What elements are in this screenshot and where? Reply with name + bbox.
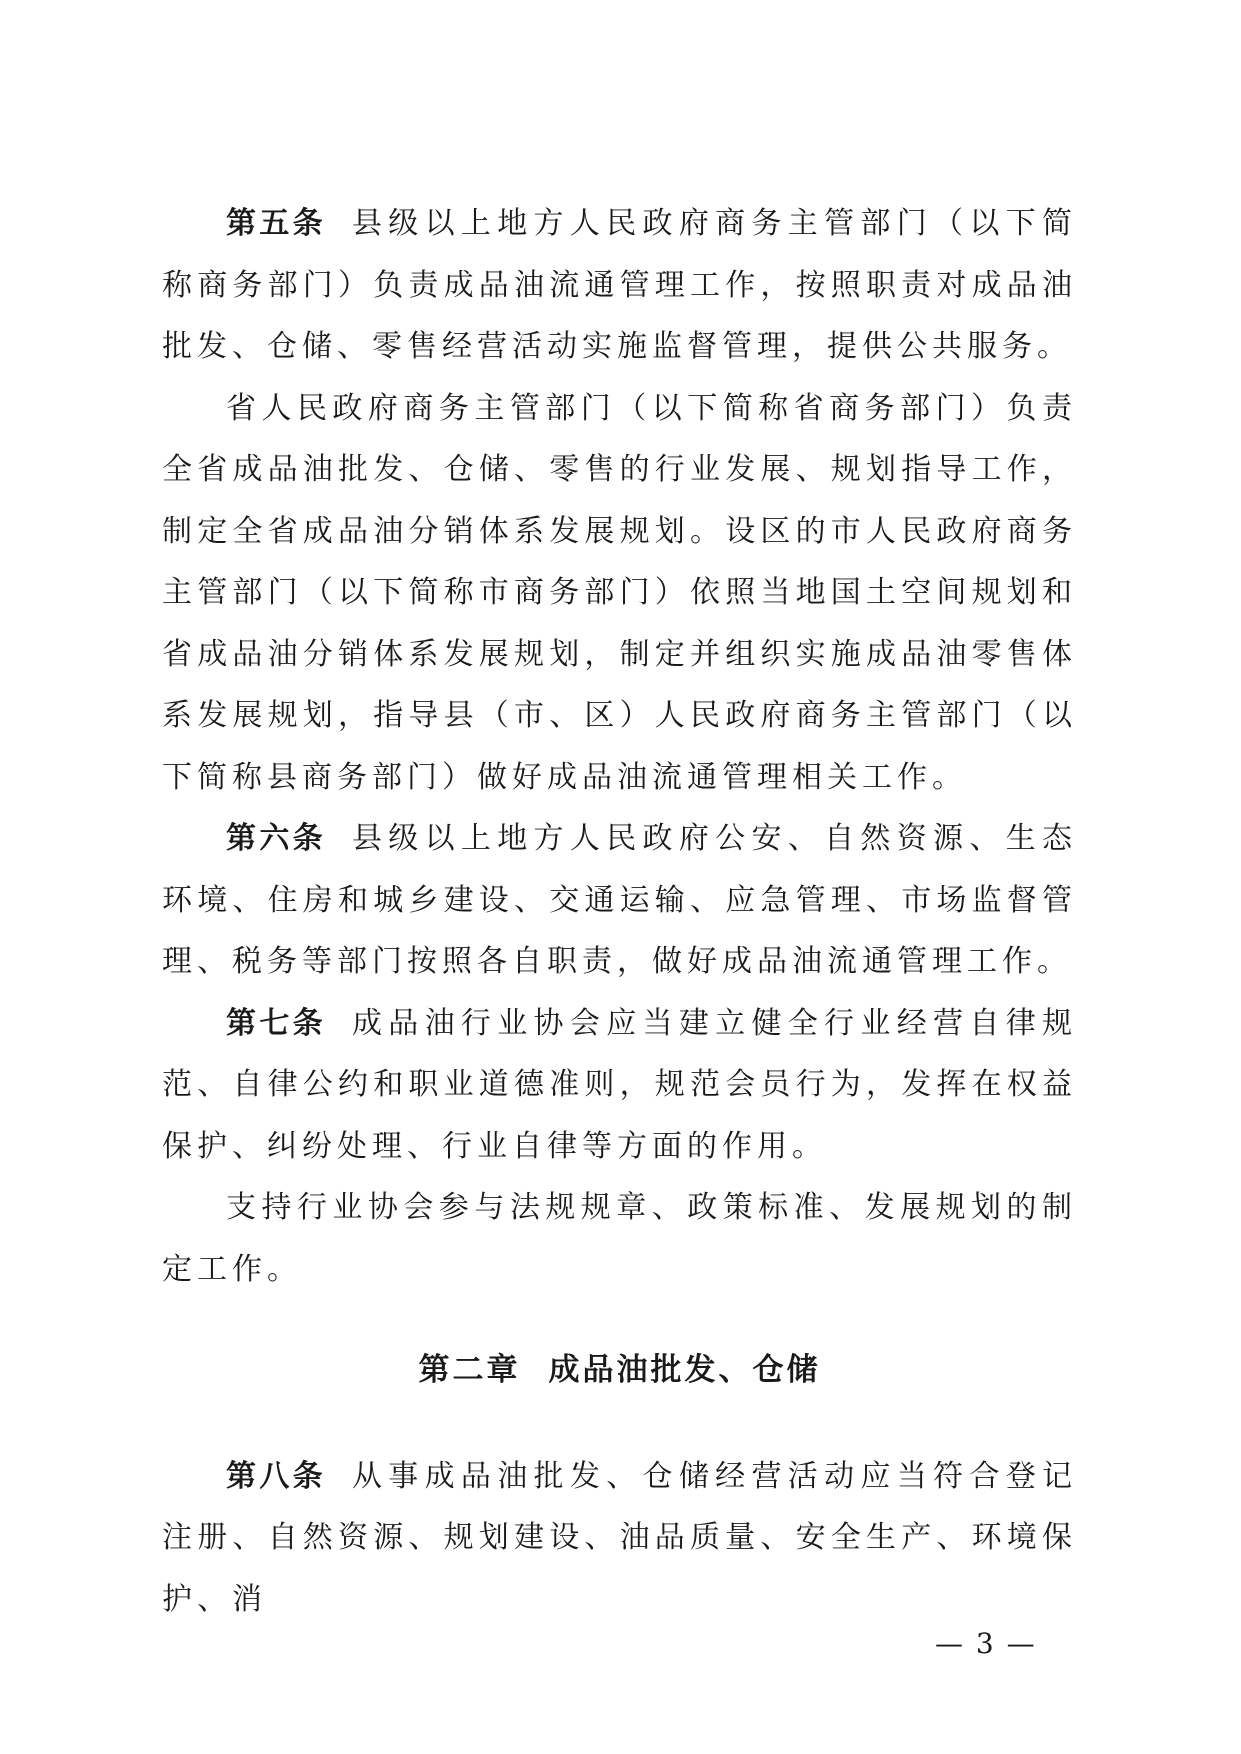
article-8-label: 第八条 [226,1458,326,1494]
article-6 [162,808,1077,993]
article-5-paragraph-2 [162,378,1077,809]
article-5-paragraph-2-text: 省人民政府商务主管部门（以下简称省商务部门）负责全省成品油批发、仓储、零售的行业发展、规划指导工作，制定全省成品油分销体系发展规划。设区的市人民政府商务主管部门（以下简称市商务部门）依照当地国土空间规划和省成品油分销体系发展规划，制定并组织实施成品油零售体系发展规划，指导县（市、区）人民政府商务主管部门（以下简称县商务部门）做好成品油流通管理相关工作。 [162,390,1077,795]
article-5-label: 第五条 [226,206,326,241]
page-number: — 3 — [935,1627,1037,1660]
article-8-text: 从事成品油批发、仓储经营活动应当符合登记注册、自然资源、规划建设、油品质量、安全生产、环境保护、消 [162,1458,1078,1617]
article-8 [162,1446,1077,1631]
article-5-text: 县级以上地方人民政府商务主管部门（以下简称商务部门）负责成品油流通管理工作，按照职责对成品油批发、仓储、零售经营活动实施监督管理，提供公共服务。 [162,206,1078,364]
article-7-paragraph-2 [162,1177,1077,1300]
document-body [162,193,1077,1630]
chapter-number: 第二章 [418,1352,521,1388]
chapter-heading [162,1340,1077,1402]
chapter-title: 成品油批发、仓储 [548,1352,821,1388]
article-7 [162,993,1077,1178]
article-7-label: 第七条 [226,1005,326,1041]
article-6-text: 县级以上地方人民政府公安、自然资源、生态环境、住房和城乡建设、交通运输、应急管理、市场监督管理、税务等部门按照各自职责，做好成品油流通管理工作。 [162,821,1078,979]
article-6-label: 第六条 [226,821,326,856]
article-5 [162,193,1077,378]
article-7-paragraph-2-text: 支持行业协会参与法规规章、政策标准、发展规划的制定工作。 [162,1190,1077,1287]
article-7-text: 成品油行业协会应当建立健全行业经营自律规范、自律公约和职业道德准则，规范会员行为，发挥在权益保护、纠纷处理、行业自律等方面的作用。 [162,1005,1078,1164]
